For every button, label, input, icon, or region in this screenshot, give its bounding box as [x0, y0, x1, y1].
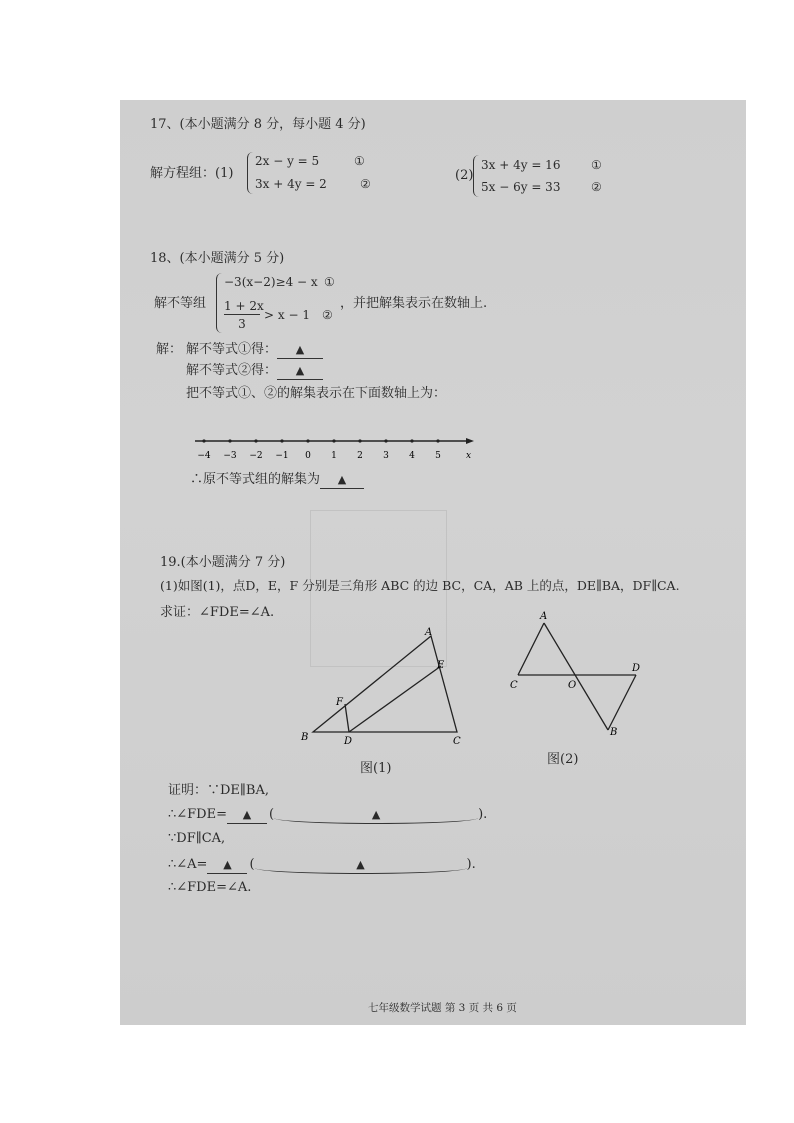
fig1-label-e: E — [437, 660, 445, 671]
axis-tick-label: 1 — [331, 451, 337, 461]
axis-tick-label: −4 — [197, 451, 211, 461]
answer-marker-icon: ▲ — [223, 858, 232, 871]
exam-page — [120, 100, 746, 1025]
q17-sys2-mark2: ② — [591, 180, 602, 194]
answer-marker-icon: ▲ — [356, 858, 365, 871]
q18-ineq2-denominator: 3 — [238, 317, 246, 331]
proof-line-1: 证明：∵DE∥BA, — [168, 783, 269, 798]
axis-tick — [384, 439, 387, 442]
fig2-label-b: B — [610, 727, 618, 737]
q18-header: 18、(本小题满分 5 分) — [150, 251, 285, 266]
axis-tick — [332, 439, 335, 442]
axis-tick-label: −1 — [275, 451, 289, 461]
q17-header: 17、(本小题满分 8 分，每小题 4 分) — [150, 117, 366, 132]
axis-variable-label: x — [466, 451, 472, 461]
page-footer: 七年级数学试题 第 3 页 共 6 页 — [368, 1002, 517, 1014]
fig2-label-d: D — [632, 663, 641, 674]
q18-sol-line1 — [186, 342, 323, 359]
proof-line-4-tail: ). — [466, 857, 476, 872]
figure-2 — [508, 605, 648, 737]
answer-marker-icon: ▲ — [371, 808, 381, 821]
q17-sys2-eq1: 3x + 4y = 16 — [481, 158, 561, 172]
q18-sol-prefix: 解： — [156, 342, 183, 357]
answer-marker-icon: ▲ — [242, 808, 252, 821]
axis-tick-label: 2 — [357, 451, 363, 461]
fig2-caption: 图(2) — [547, 752, 579, 767]
fig1-label-a: A — [425, 627, 433, 638]
answer-marker-icon: ▲ — [295, 364, 305, 377]
proof-line-4: ∴∠A= ▲ ( ▲ ). — [168, 857, 476, 872]
axis-tick — [280, 439, 283, 442]
proof-line-2-blank — [227, 807, 267, 824]
q18-ineq2-rest: > x − 1 — [264, 308, 310, 322]
axis-tick — [306, 439, 309, 442]
fig1-caption: 图(1) — [360, 761, 392, 776]
q19-header: 19.(本小题满分 7 分) — [160, 555, 286, 570]
q18-ineq2-numerator: 1 + 2x — [224, 299, 264, 313]
proof-line-2-tail: ). — [478, 807, 488, 822]
axis-tick — [202, 439, 205, 442]
proof-line-4-reason — [255, 857, 467, 874]
q17-label2: (2) — [455, 168, 474, 183]
proof-line-4-blank — [207, 857, 247, 874]
proof-line-5: ∴∠FDE=∠A. — [168, 880, 252, 895]
q18-sol-line1-text: 解不等式①得： — [186, 342, 278, 357]
fig2-label-a: A — [540, 611, 548, 622]
fig1-label-f: F — [336, 697, 343, 708]
proof-line-2: ∴∠FDE= ▲ ( ▲ ). — [168, 807, 488, 822]
axis-tick — [254, 439, 257, 442]
axis-tick-label: 4 — [409, 451, 415, 461]
q17-sys1-mark1: ① — [354, 154, 365, 168]
q19-prove: 求证：∠FDE=∠A. — [160, 605, 275, 620]
number-line — [190, 430, 480, 464]
q18-conclusion — [190, 472, 364, 489]
q17-sys1-mark2: ② — [360, 177, 371, 191]
q18-instruction: ，并把解集表示在数轴上. — [340, 296, 488, 311]
answer-marker-icon: ▲ — [337, 473, 347, 486]
proof-line-2-reason — [274, 807, 478, 824]
axis-tick-label: 3 — [383, 451, 389, 461]
q17-sys2-eq2: 5x − 6y = 33 — [481, 180, 561, 194]
q18-sol-line2-blank — [277, 363, 323, 380]
fig2-label-o: O — [568, 680, 577, 691]
q19-part1: (1)如图(1)，点D，E，F 分别是三角形 ABC 的边 BC，CA，AB 上的点，DE∥BA，DF∥CA. — [160, 578, 680, 593]
q18-sol-line3: 把不等式①、②的解集表示在下面数轴上为： — [186, 386, 447, 401]
q17-brace-2 — [473, 155, 480, 197]
q18-conclusion-blank — [320, 472, 364, 489]
q18-ineq1: −3(x−2)≥4 − x — [224, 275, 318, 289]
q18-label: 解不等组 — [154, 296, 207, 311]
q17-sys1-eq2: 3x + 4y = 2 — [255, 177, 327, 191]
axis-tick-label: 5 — [435, 451, 441, 461]
q18-sol-line2 — [186, 363, 323, 380]
proof-line-3: ∵DF∥CA, — [168, 831, 226, 846]
q18-ineq1-mark: ① — [324, 275, 335, 289]
q17-label: 解方程组：(1) — [150, 166, 234, 181]
q17-sys2-mark1: ① — [591, 158, 602, 172]
fig1-label-d: D — [344, 736, 353, 747]
fig1-label-c: C — [453, 736, 461, 747]
axis-tick — [358, 439, 361, 442]
proof-line-2-text: ∴∠FDE= — [168, 807, 227, 822]
figure-1 — [295, 620, 475, 750]
q18-brace — [216, 273, 223, 333]
axis-tick-label: −3 — [223, 451, 237, 461]
q18-ineq2-mark: ② — [322, 308, 333, 322]
q18-sol-line2-text: 解不等式②得： — [186, 363, 278, 378]
axis-tick-label: −2 — [249, 451, 263, 461]
proof-line-4-text: ∴∠A= — [168, 857, 208, 872]
fig2-label-c: C — [510, 680, 518, 691]
axis-tick — [436, 439, 439, 442]
fig1-label-b: B — [301, 732, 309, 743]
axis-tick — [228, 439, 231, 442]
answer-marker-icon: ▲ — [295, 343, 305, 356]
q18-sol-line1-blank — [277, 342, 323, 359]
q18-conclusion-text: ∴原不等式组的解集为 — [190, 472, 321, 487]
axis-tick — [410, 439, 413, 442]
q17-brace-1 — [247, 152, 254, 194]
q17-sys1-eq1: 2x − y = 5 — [255, 154, 320, 168]
axis-tick-label: 0 — [305, 451, 311, 461]
